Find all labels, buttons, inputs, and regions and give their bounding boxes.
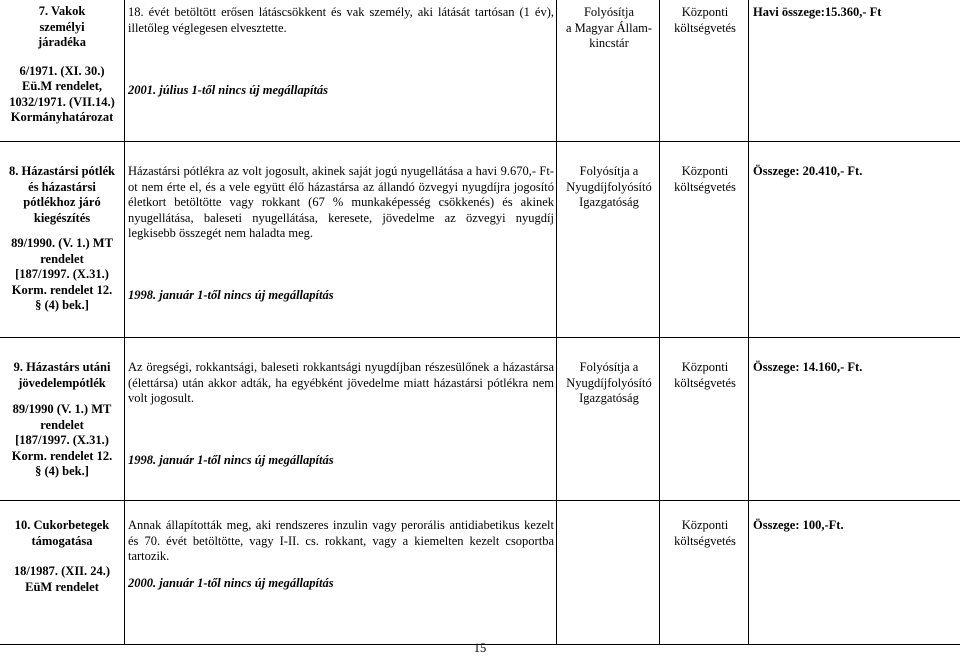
row9-description-cell [128, 360, 554, 468]
row9-payer: Igazgatóság [579, 391, 639, 405]
row7-amount: Havi összege:15.360,- Ft [753, 5, 882, 19]
row7-legal-ref: Eü.M rendelet, [22, 79, 102, 93]
row8-legal-ref: § (4) bek.] [35, 298, 89, 312]
row7-note: 2001. július 1-től nincs új megállapítás [128, 83, 329, 97]
row8-description-cell [128, 164, 554, 303]
row8-payer: Folyósítja a [579, 164, 639, 178]
row10-funding: költségvetés [674, 533, 736, 548]
row7-payer: a Magyar Állam- [565, 20, 653, 35]
page-number: 15 [473, 641, 487, 655]
column-border [659, 0, 660, 645]
row7-benefit-title: 7. Vakok személyi járadéka [38, 4, 86, 49]
row8-legal-ref: 89/1990. (V. 1.) MT [11, 236, 113, 250]
row10-description: Annak állapították meg, aki rendszeres inzulin vagy perorális antidiabetikus kezelt és 70. évét betöltötte, vagy I-II. cs. rokkant, vagy a kiemelten kezelt csoportba tartozik. [128, 518, 554, 563]
row7-description-cell [128, 5, 554, 99]
row7-funding: költségvetés [674, 20, 736, 35]
row10-funding: Központi [681, 518, 729, 532]
row8-description: Házastársi pótlékra az volt jogosult, akinek saját jogú nyugellátása a havi 9.670,- Ft-ot nem érte el, és a vele együtt élő házastársa az állandó özvegyi nyugdíjra jogosító életkort betöltötte vagy rokkant (67 % munkaképesség csökkenés) és akinek nyugellátása, baleseti nyugellátása, keresete, jövedelme az özvegyi nyugdíj legkisebb összegét nem haladta meg. [128, 164, 554, 240]
row9-legal-ref: rendelet [40, 417, 84, 432]
row9-legal-ref: 89/1990 (V. 1.) MT [12, 402, 112, 416]
row9-legal-ref: [187/1997. (X.31.) [15, 433, 109, 447]
row10-amount: Összege: 100,-Ft. [753, 518, 844, 532]
row7-legal-ref: 6/1971. (XI. 30.) [19, 63, 105, 78]
row7-funding-cell [662, 5, 748, 36]
row8-amount: Összege: 20.410,- Ft. [753, 164, 863, 178]
row-border [0, 337, 960, 338]
row9-legal-ref: Korm. rendelet 12. [11, 448, 113, 463]
row7-funding: Központi [681, 5, 729, 19]
row9-benefit-cell [2, 360, 122, 480]
row9-amount: Összege: 14.160,- Ft. [753, 360, 863, 374]
row7-payer: Folyósítja [583, 5, 634, 19]
column-border [748, 0, 749, 645]
row8-funding: Központi [681, 164, 729, 178]
row7-payer-cell [559, 5, 659, 52]
row10-benefit-cell [2, 518, 122, 595]
column-border [124, 0, 125, 645]
row8-payer-cell [559, 164, 659, 211]
row10-legal-ref: EüM rendelet [25, 579, 99, 594]
row10-funding-cell [662, 518, 748, 549]
row9-legal-ref: § (4) bek.] [35, 464, 89, 478]
row8-funding-cell [662, 164, 748, 195]
row9-note: 1998. január 1-től nincs új megállapítás [128, 452, 334, 467]
row9-benefit-title: 9. Házastárs utáni jövedelempótlék [13, 360, 111, 390]
column-border [556, 0, 557, 645]
row7-legal-ref: Kormányhatározat [10, 110, 114, 124]
row9-payer-cell [559, 360, 659, 407]
row8-payer: Nyugdíjfolyósító [566, 179, 652, 194]
row10-benefit-title: 10. Cukorbetegek támogatása [14, 518, 110, 548]
row9-funding: költségvetés [674, 375, 736, 390]
row10-note: 2000. január 1-től nincs új megállapítás [128, 575, 334, 590]
row9-funding: Központi [681, 360, 729, 374]
row10-description-cell [128, 518, 554, 591]
row8-legal-ref: rendelet [40, 251, 84, 266]
row8-benefit-title: 8. Házastársi pótlék és házastársi pótlékhoz járó kiegészítés [9, 164, 115, 225]
row8-funding: költségvetés [674, 179, 736, 194]
row9-funding-cell [662, 360, 748, 391]
row10-legal-ref: 18/1987. (XII. 24.) [13, 564, 111, 578]
row7-legal-ref: 1032/1971. (VII.14.) [9, 94, 115, 109]
row7-description: 18. évét betöltött erősen látáscsökkent és vak személy, aki látását tartósan (1 év), illetőleg véglegesen elvesztette. [128, 5, 554, 35]
row8-note: 1998. január 1-től nincs új megállapítás [128, 287, 334, 302]
row8-legal-ref: [187/1997. (X.31.) [15, 267, 109, 281]
row9-payer: Folyósítja a [579, 360, 639, 374]
row-border [0, 141, 960, 142]
row8-legal-ref: Korm. rendelet 12. [11, 282, 113, 297]
row8-benefit-cell [2, 164, 122, 314]
row9-payer: Nyugdíjfolyósító [566, 375, 652, 390]
row8-payer: Igazgatóság [579, 195, 639, 209]
row9-description: Az öregségi, rokkantsági, baleseti rokkantsági nyugdíjban részesülőnek a házastársa (élettársa) után akkor adták, ha egyébként jövedelme miatt házastársi pótlékra nem volt jogosult. [128, 360, 554, 405]
row7-payer: kincstár [589, 36, 629, 50]
row-border [0, 500, 960, 501]
row7-benefit-cell [2, 4, 122, 126]
